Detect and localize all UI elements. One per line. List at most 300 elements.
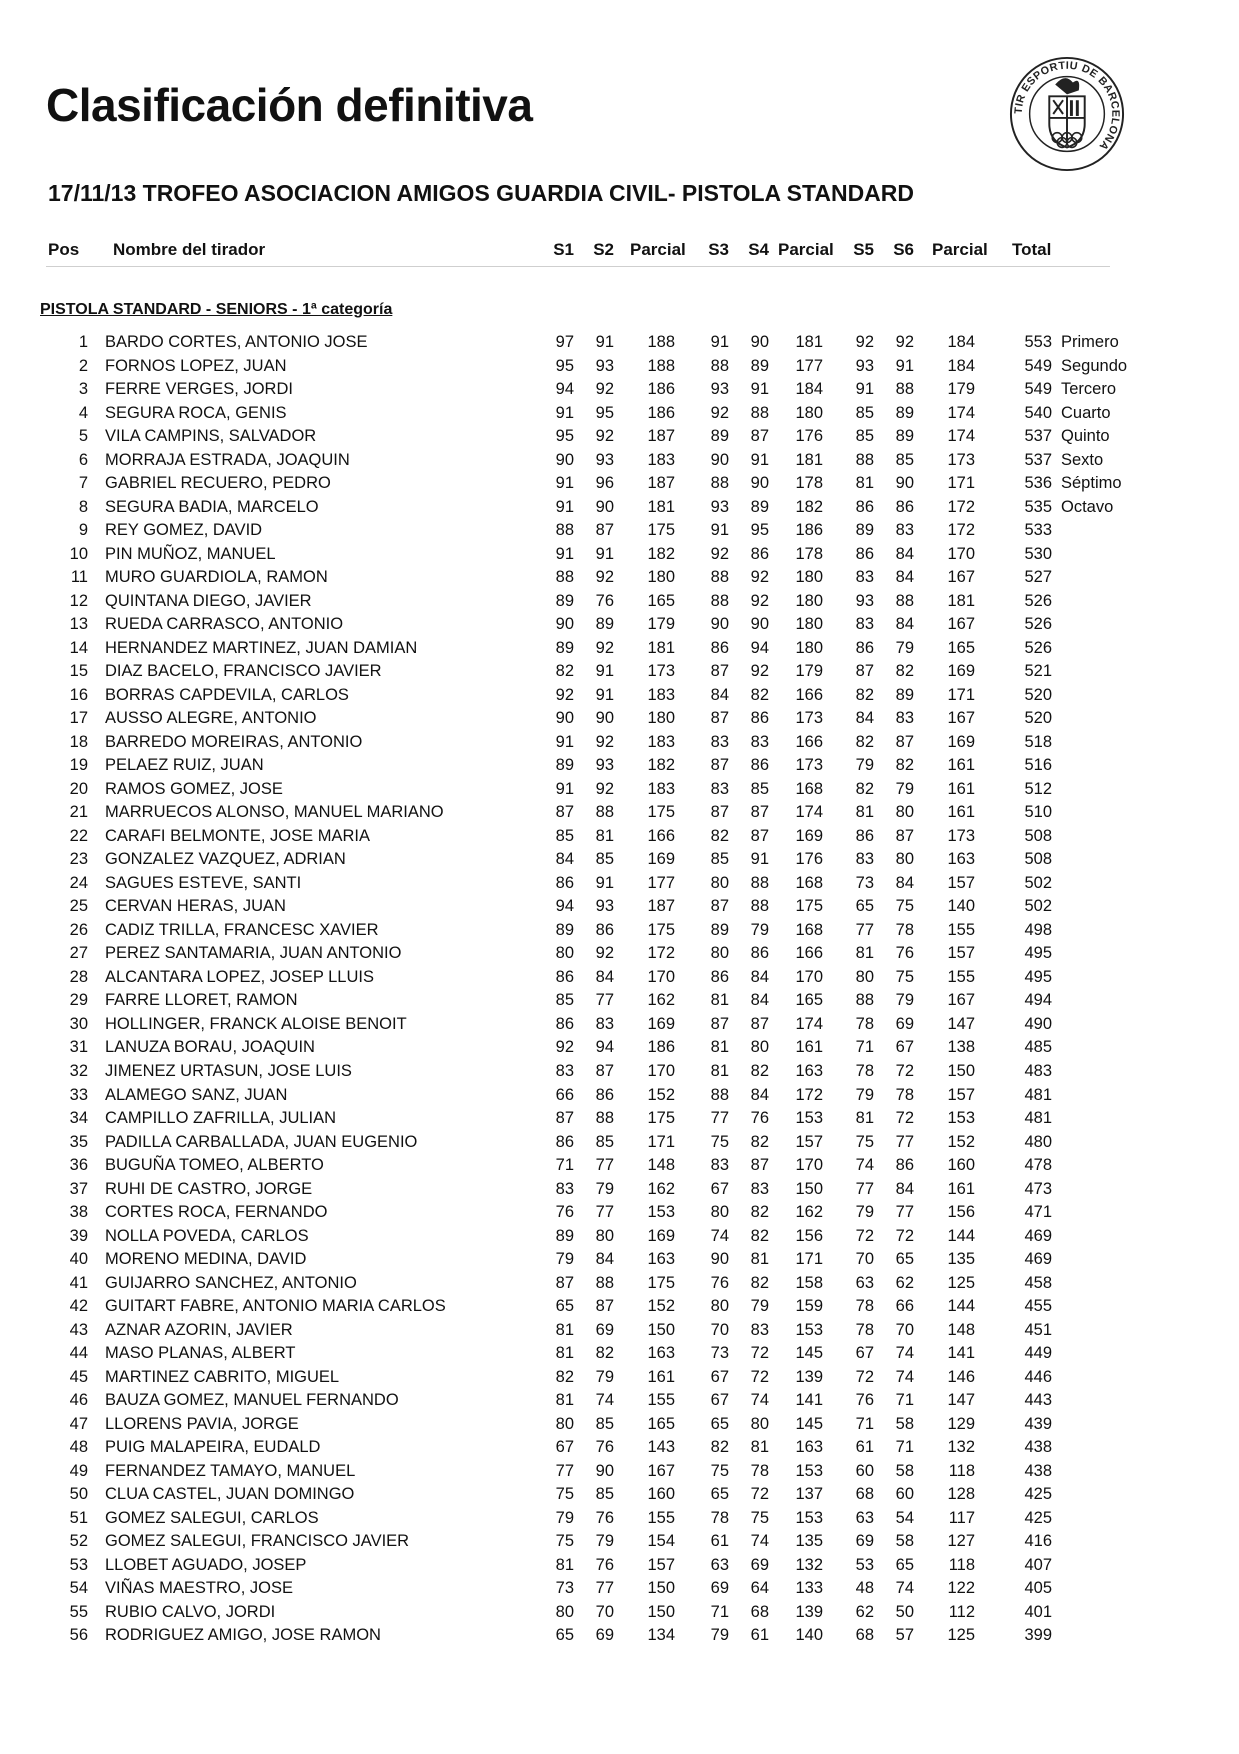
result-s2: 90 xyxy=(595,709,614,728)
result-parcial-1: 172 xyxy=(647,944,675,963)
table-row xyxy=(0,1624,1239,1648)
result-parcial-2: 170 xyxy=(795,967,823,986)
result-total: 502 xyxy=(1024,873,1052,892)
result-s2: 95 xyxy=(595,403,614,422)
result-parcial-2: 168 xyxy=(795,779,823,798)
header-total: Total xyxy=(1012,240,1052,259)
result-parcial-2: 173 xyxy=(795,709,823,728)
result-name: SAGUES ESTEVE, SANTI xyxy=(105,873,302,892)
result-name: BAUZA GOMEZ, MANUEL FERNANDO xyxy=(105,1391,399,1410)
result-parcial-3: 128 xyxy=(947,1485,975,1504)
result-s4: 84 xyxy=(750,967,769,986)
result-parcial-3: 155 xyxy=(947,967,975,986)
result-parcial-2: 166 xyxy=(795,732,823,751)
result-s5: 85 xyxy=(855,403,874,422)
result-name: RODRIGUEZ AMIGO, JOSE RAMON xyxy=(105,1626,381,1645)
table-row xyxy=(0,1577,1239,1601)
result-s3: 87 xyxy=(710,662,729,681)
result-parcial-3: 173 xyxy=(947,826,975,845)
result-name: FERRE VERGES, JORDI xyxy=(105,380,293,399)
result-s1: 91 xyxy=(555,497,574,516)
result-parcial-2: 159 xyxy=(795,1297,823,1316)
result-s4: 78 xyxy=(750,1461,769,1480)
result-parcial-3: 167 xyxy=(947,709,975,728)
result-s6: 65 xyxy=(895,1250,914,1269)
result-total: 498 xyxy=(1024,920,1052,939)
result-s3: 83 xyxy=(710,779,729,798)
result-s4: 75 xyxy=(750,1508,769,1527)
result-s2: 85 xyxy=(595,1132,614,1151)
result-name: SEGURA ROCA, GENIS xyxy=(105,403,287,422)
result-s2: 91 xyxy=(595,544,614,563)
result-s1: 91 xyxy=(555,403,574,422)
table-row xyxy=(0,590,1239,614)
result-parcial-2: 139 xyxy=(795,1367,823,1386)
result-s1: 91 xyxy=(555,732,574,751)
result-s5: 82 xyxy=(855,779,874,798)
result-parcial-1: 161 xyxy=(647,1367,675,1386)
table-row xyxy=(0,707,1239,731)
result-s4: 94 xyxy=(750,638,769,657)
result-parcial-3: 181 xyxy=(947,591,975,610)
header-parcial-2: Parcial xyxy=(778,240,834,259)
result-s3: 81 xyxy=(710,1061,729,1080)
result-s4: 79 xyxy=(750,920,769,939)
result-pos: 1 xyxy=(78,333,88,351)
result-s5: 79 xyxy=(855,1085,874,1104)
table-row xyxy=(0,660,1239,684)
result-total: 446 xyxy=(1024,1367,1052,1386)
result-parcial-2: 141 xyxy=(795,1391,823,1410)
result-total: 526 xyxy=(1024,615,1052,634)
result-parcial-1: 134 xyxy=(647,1626,675,1645)
result-s6: 58 xyxy=(895,1461,914,1480)
result-s1: 94 xyxy=(555,380,574,399)
table-row xyxy=(0,1342,1239,1366)
result-s3: 65 xyxy=(710,1414,729,1433)
result-total: 533 xyxy=(1024,521,1052,540)
result-s5: 86 xyxy=(855,638,874,657)
result-placement: Cuarto xyxy=(1061,403,1111,422)
table-row xyxy=(0,1201,1239,1225)
result-s2: 80 xyxy=(595,1226,614,1245)
result-parcial-3: 125 xyxy=(947,1273,975,1292)
result-pos: 37 xyxy=(69,1179,88,1198)
result-name: NOLLA POVEDA, CARLOS xyxy=(105,1226,309,1245)
result-parcial-2: 168 xyxy=(795,920,823,939)
result-s6: 58 xyxy=(895,1414,914,1433)
result-s5: 65 xyxy=(855,897,874,916)
result-s2: 76 xyxy=(595,591,614,610)
result-parcial-2: 173 xyxy=(795,756,823,775)
result-name: MARTINEZ CABRITO, MIGUEL xyxy=(105,1367,340,1386)
result-s4: 83 xyxy=(750,1320,769,1339)
result-parcial-3: 160 xyxy=(947,1156,975,1175)
result-parcial-1: 150 xyxy=(647,1320,675,1339)
result-parcial-3: 117 xyxy=(948,1508,975,1527)
result-pos: 33 xyxy=(69,1085,88,1104)
table-row xyxy=(0,543,1239,567)
result-s1: 65 xyxy=(555,1297,574,1316)
result-s1: 81 xyxy=(555,1555,574,1574)
result-s3: 88 xyxy=(710,1085,729,1104)
result-pos: 29 xyxy=(69,991,88,1010)
result-s6: 89 xyxy=(895,685,914,704)
result-parcial-1: 165 xyxy=(647,591,675,610)
result-s4: 87 xyxy=(750,1014,769,1033)
result-s2: 87 xyxy=(595,1297,614,1316)
result-total: 536 xyxy=(1024,474,1052,493)
result-total: 526 xyxy=(1024,638,1052,657)
result-s3: 86 xyxy=(710,638,729,657)
result-s2: 96 xyxy=(595,474,614,493)
result-s5: 81 xyxy=(855,474,874,493)
result-parcial-2: 165 xyxy=(795,991,823,1010)
result-pos: 8 xyxy=(78,497,88,516)
result-total: 495 xyxy=(1024,967,1052,986)
result-s5: 91 xyxy=(855,380,874,399)
result-pos: 49 xyxy=(69,1461,88,1480)
result-s2: 91 xyxy=(595,333,614,351)
result-parcial-2: 174 xyxy=(795,1014,823,1033)
result-parcial-2: 180 xyxy=(795,638,823,657)
result-name: PADILLA CARBALLADA, JUAN EUGENIO xyxy=(105,1132,418,1151)
result-s6: 77 xyxy=(895,1132,914,1151)
result-pos: 19 xyxy=(69,756,88,775)
result-s1: 85 xyxy=(555,991,574,1010)
result-s2: 88 xyxy=(595,803,614,822)
result-parcial-2: 170 xyxy=(795,1156,823,1175)
result-s4: 83 xyxy=(750,1179,769,1198)
result-s2: 90 xyxy=(595,497,614,516)
result-s5: 60 xyxy=(855,1461,874,1480)
result-parcial-2: 168 xyxy=(795,873,823,892)
result-s5: 63 xyxy=(855,1508,874,1527)
result-s4: 87 xyxy=(750,427,769,446)
result-parcial-3: 170 xyxy=(947,544,975,563)
result-s2: 85 xyxy=(595,850,614,869)
result-s3: 80 xyxy=(710,944,729,963)
result-parcial-1: 160 xyxy=(647,1485,675,1504)
result-name: PUIG MALAPEIRA, EUDALD xyxy=(105,1438,321,1457)
result-name: BORRAS CAPDEVILA, CARLOS xyxy=(105,685,349,704)
result-parcial-1: 169 xyxy=(647,850,675,869)
result-s4: 82 xyxy=(750,685,769,704)
result-parcial-2: 175 xyxy=(795,897,823,916)
result-parcial-1: 154 xyxy=(647,1532,675,1551)
result-name: MORENO MEDINA, DAVID xyxy=(105,1250,307,1269)
table-row xyxy=(0,496,1239,520)
result-s4: 68 xyxy=(750,1602,769,1621)
result-s5: 72 xyxy=(855,1226,874,1245)
result-parcial-1: 186 xyxy=(647,1038,675,1057)
result-pos: 14 xyxy=(69,638,88,657)
result-s1: 65 xyxy=(555,1626,574,1645)
result-s2: 82 xyxy=(595,1344,614,1363)
result-s3: 76 xyxy=(710,1273,729,1292)
result-s3: 93 xyxy=(710,497,729,516)
result-parcial-2: 180 xyxy=(795,568,823,587)
result-s4: 74 xyxy=(750,1532,769,1551)
result-s6: 80 xyxy=(895,850,914,869)
result-parcial-2: 156 xyxy=(795,1226,823,1245)
result-placement: Segundo xyxy=(1061,356,1128,375)
result-placement: Quinto xyxy=(1061,427,1110,446)
table-row xyxy=(0,1272,1239,1296)
result-s3: 81 xyxy=(710,991,729,1010)
result-parcial-2: 184 xyxy=(795,380,823,399)
result-name: LLOBET AGUADO, JOSEP xyxy=(105,1555,307,1574)
result-s6: 84 xyxy=(895,544,914,563)
result-total: 502 xyxy=(1024,897,1052,916)
result-s3: 87 xyxy=(710,803,729,822)
result-s2: 86 xyxy=(595,1085,614,1104)
result-parcial-2: 180 xyxy=(795,591,823,610)
result-s1: 79 xyxy=(555,1250,574,1269)
result-s4: 91 xyxy=(750,380,769,399)
result-parcial-3: 167 xyxy=(947,568,975,587)
result-s2: 74 xyxy=(595,1391,614,1410)
table-row xyxy=(0,1248,1239,1272)
result-s1: 87 xyxy=(555,1273,574,1292)
table-row xyxy=(0,895,1239,919)
result-name: GONZALEZ VAZQUEZ, ADRIAN xyxy=(105,850,346,869)
result-s6: 74 xyxy=(895,1344,914,1363)
result-s1: 82 xyxy=(555,1367,574,1386)
result-s3: 89 xyxy=(710,920,729,939)
result-parcial-2: 153 xyxy=(795,1461,823,1480)
result-parcial-3: 141 xyxy=(947,1344,975,1363)
result-s4: 80 xyxy=(750,1414,769,1433)
result-s5: 81 xyxy=(855,1109,874,1128)
result-s5: 93 xyxy=(855,356,874,375)
result-parcial-2: 181 xyxy=(795,450,823,469)
result-s5: 69 xyxy=(855,1532,874,1551)
result-total: 480 xyxy=(1024,1132,1052,1151)
result-s3: 83 xyxy=(710,732,729,751)
result-parcial-1: 167 xyxy=(647,1461,675,1480)
result-parcial-1: 179 xyxy=(647,615,675,634)
result-s2: 70 xyxy=(595,1602,614,1621)
result-parcial-1: 148 xyxy=(647,1156,675,1175)
result-s6: 74 xyxy=(895,1579,914,1598)
result-name: VIÑAS MAESTRO, JOSE xyxy=(105,1579,293,1598)
result-parcial-1: 163 xyxy=(647,1344,675,1363)
result-total: 530 xyxy=(1024,544,1052,563)
result-parcial-1: 143 xyxy=(647,1438,675,1457)
result-s4: 81 xyxy=(750,1250,769,1269)
result-parcial-1: 175 xyxy=(647,1109,675,1128)
result-s3: 86 xyxy=(710,967,729,986)
result-pos: 40 xyxy=(69,1250,88,1269)
result-s6: 85 xyxy=(895,450,914,469)
result-s2: 91 xyxy=(595,685,614,704)
result-s2: 87 xyxy=(595,521,614,540)
result-s4: 90 xyxy=(750,333,769,351)
result-name: CAMPILLO ZAFRILLA, JULIAN xyxy=(105,1109,337,1128)
result-s1: 88 xyxy=(555,521,574,540)
result-parcial-2: 178 xyxy=(795,544,823,563)
result-total: 537 xyxy=(1024,427,1052,446)
result-s6: 84 xyxy=(895,873,914,892)
result-parcial-3: 135 xyxy=(947,1250,975,1269)
header-parcial-1: Parcial xyxy=(630,240,686,259)
result-parcial-1: 175 xyxy=(647,1273,675,1292)
result-s6: 77 xyxy=(895,1203,914,1222)
result-parcial-3: 169 xyxy=(947,732,975,751)
result-s2: 85 xyxy=(595,1414,614,1433)
result-name: GABRIEL RECUERO, PEDRO xyxy=(105,474,331,493)
result-placement: Octavo xyxy=(1061,497,1114,516)
result-parcial-2: 163 xyxy=(795,1438,823,1457)
result-s6: 92 xyxy=(895,333,914,351)
result-s1: 89 xyxy=(555,638,574,657)
result-parcial-2: 133 xyxy=(795,1579,823,1598)
result-s5: 74 xyxy=(855,1156,874,1175)
result-name: RUBIO CALVO, JORDI xyxy=(105,1602,276,1621)
table-row xyxy=(0,1060,1239,1084)
result-total: 473 xyxy=(1024,1179,1052,1198)
result-total: 485 xyxy=(1024,1038,1052,1057)
result-parcial-3: 157 xyxy=(947,1085,975,1104)
result-name: MASO PLANAS, ALBERT xyxy=(105,1344,296,1363)
result-s6: 71 xyxy=(895,1438,914,1457)
result-s6: 71 xyxy=(895,1391,914,1410)
result-s4: 89 xyxy=(750,497,769,516)
result-s4: 86 xyxy=(750,709,769,728)
result-pos: 2 xyxy=(78,356,88,375)
result-name: CLUA CASTEL, JUAN DOMINGO xyxy=(105,1485,355,1504)
result-s1: 75 xyxy=(555,1532,574,1551)
result-s5: 48 xyxy=(855,1579,874,1598)
result-parcial-2: 161 xyxy=(795,1038,823,1057)
result-s4: 64 xyxy=(750,1579,769,1598)
result-pos: 32 xyxy=(69,1061,88,1080)
result-s5: 92 xyxy=(855,333,874,351)
result-pos: 34 xyxy=(69,1109,88,1128)
result-total: 407 xyxy=(1024,1555,1052,1574)
result-parcial-1: 171 xyxy=(647,1132,675,1151)
result-name: RUHI DE CASTRO, JORGE xyxy=(105,1179,313,1198)
result-parcial-2: 158 xyxy=(795,1273,823,1292)
result-s2: 79 xyxy=(595,1367,614,1386)
result-parcial-1: 163 xyxy=(647,1250,675,1269)
result-name: BUGUÑA TOMEO, ALBERTO xyxy=(105,1156,324,1175)
result-s6: 62 xyxy=(895,1273,914,1292)
result-parcial-3: 184 xyxy=(947,333,975,351)
result-s5: 61 xyxy=(855,1438,874,1457)
result-s5: 70 xyxy=(855,1250,874,1269)
result-s6: 87 xyxy=(895,732,914,751)
result-s1: 89 xyxy=(555,756,574,775)
result-s6: 57 xyxy=(895,1626,914,1645)
result-parcial-3: 132 xyxy=(947,1438,975,1457)
result-s5: 89 xyxy=(855,521,874,540)
header-s4: S4 xyxy=(748,240,769,259)
result-parcial-3: 127 xyxy=(947,1532,975,1551)
result-s3: 82 xyxy=(710,1438,729,1457)
result-s4: 72 xyxy=(750,1367,769,1386)
table-row xyxy=(0,1554,1239,1578)
result-s4: 92 xyxy=(750,591,769,610)
result-s6: 74 xyxy=(895,1367,914,1386)
result-s4: 89 xyxy=(750,356,769,375)
result-parcial-3: 122 xyxy=(947,1579,975,1598)
result-s4: 74 xyxy=(750,1391,769,1410)
header-s1: S1 xyxy=(553,240,574,259)
result-s1: 71 xyxy=(555,1156,574,1175)
result-s1: 85 xyxy=(555,826,574,845)
result-parcial-2: 157 xyxy=(795,1132,823,1151)
result-s6: 84 xyxy=(895,568,914,587)
result-s6: 76 xyxy=(895,944,914,963)
table-row xyxy=(0,519,1239,543)
result-s5: 86 xyxy=(855,826,874,845)
result-s2: 86 xyxy=(595,920,614,939)
result-parcial-1: 155 xyxy=(647,1508,675,1527)
result-pos: 25 xyxy=(69,897,88,916)
result-parcial-1: 188 xyxy=(647,356,675,375)
result-parcial-1: 181 xyxy=(647,638,675,657)
result-s3: 92 xyxy=(710,544,729,563)
result-s4: 72 xyxy=(750,1485,769,1504)
result-parcial-1: 150 xyxy=(647,1579,675,1598)
result-name: LANUZA BORAU, JOAQUIN xyxy=(105,1038,315,1057)
result-total: 478 xyxy=(1024,1156,1052,1175)
result-total: 451 xyxy=(1024,1320,1052,1339)
result-s1: 92 xyxy=(555,1038,574,1057)
result-s3: 85 xyxy=(710,850,729,869)
header-divider xyxy=(46,266,1110,267)
table-row xyxy=(0,1036,1239,1060)
result-total: 495 xyxy=(1024,944,1052,963)
result-s2: 92 xyxy=(595,568,614,587)
result-s1: 73 xyxy=(555,1579,574,1598)
result-total: 416 xyxy=(1024,1532,1052,1551)
result-s1: 67 xyxy=(555,1438,574,1457)
result-s4: 90 xyxy=(750,474,769,493)
result-total: 494 xyxy=(1024,991,1052,1010)
result-parcial-3: 156 xyxy=(947,1203,975,1222)
result-name: LLORENS PAVIA, JORGE xyxy=(105,1414,299,1433)
table-row xyxy=(0,1436,1239,1460)
result-pos: 55 xyxy=(69,1602,88,1621)
result-parcial-3: 174 xyxy=(947,403,975,422)
result-s4: 90 xyxy=(750,615,769,634)
result-name: HOLLINGER, FRANCK ALOISE BENOIT xyxy=(105,1014,407,1033)
result-s4: 87 xyxy=(750,803,769,822)
result-parcial-1: 175 xyxy=(647,803,675,822)
table-row xyxy=(0,1366,1239,1390)
result-s6: 84 xyxy=(895,1179,914,1198)
table-row xyxy=(0,848,1239,872)
result-s5: 82 xyxy=(855,732,874,751)
table-row xyxy=(0,1601,1239,1625)
result-pos: 21 xyxy=(69,803,88,822)
result-pos: 20 xyxy=(69,779,88,798)
result-s6: 83 xyxy=(895,521,914,540)
result-total: 438 xyxy=(1024,1438,1052,1457)
result-s6: 70 xyxy=(895,1320,914,1339)
result-total: 399 xyxy=(1024,1626,1052,1645)
result-parcial-1: 183 xyxy=(647,685,675,704)
result-name: FARRE LLORET, RAMON xyxy=(105,991,298,1010)
result-parcial-2: 150 xyxy=(795,1179,823,1198)
result-parcial-3: 152 xyxy=(947,1132,975,1151)
result-s3: 67 xyxy=(710,1367,729,1386)
result-s4: 91 xyxy=(750,450,769,469)
result-s3: 88 xyxy=(710,591,729,610)
